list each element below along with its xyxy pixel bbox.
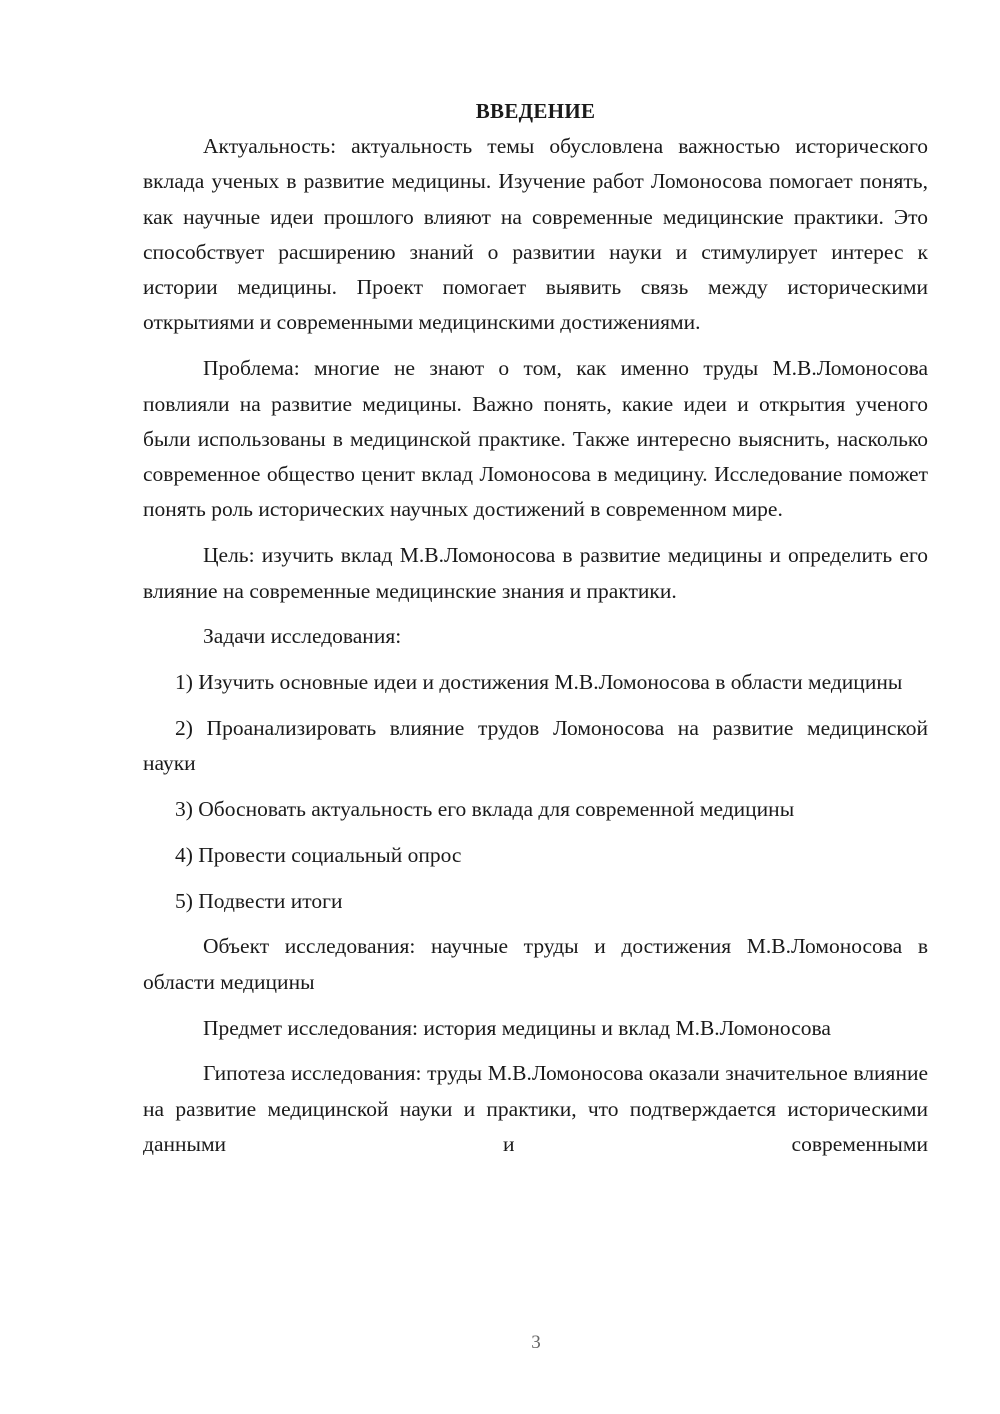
page-content bbox=[143, 94, 928, 1173]
task-item-4: 4) Провести социальный опрос bbox=[175, 842, 462, 867]
paragraph-goal: Цель: изучить вклад М.В.Ломоносова в развитие медицины и определить его влияние на современные медицинские знания и практики. bbox=[143, 543, 928, 603]
paragraph-subject: Предмет исследования: история медицины и вклад М.В.Ломоносова bbox=[203, 1015, 831, 1040]
section-title: ВВЕДЕНИЕ bbox=[475, 99, 596, 123]
task-item-1: 1) Изучить основные идеи и достижения М.В.Ломоносова в области медицины bbox=[175, 670, 903, 695]
task-item-2: 2) Проанализировать влияние трудов Ломоносова на развитие медицинской науки bbox=[143, 715, 928, 776]
task-item-5: 5) Подвести итоги bbox=[175, 888, 343, 913]
paragraph-hypothesis: Гипотеза исследования: труды М.В.Ломоносова оказали значительное влияние на развитие медицинской науки и практики, что подтверждается историческими данными и современными bbox=[143, 1061, 928, 1156]
tasks-heading: Задачи исследования: bbox=[203, 624, 402, 649]
paragraph-object: Объект исследования: научные труды и достижения М.В.Ломоносова в области медицины bbox=[143, 934, 928, 994]
page-number: 3 bbox=[531, 1332, 541, 1353]
task-item-3: 3) Обосновать актуальность его вклада для современной медицины bbox=[175, 797, 795, 822]
paragraph-relevance: Актуальность: актуальность темы обусловлена важностью исторического вклада ученых в развитие медицины. Изучение работ Ломоносова помогает понять, как научные идеи прошлого влияют на современные медицинские практики. Это способствует расширению знаний о развитии науки и стимулирует интерес к истории медицины. Проект помогает выявить связь между историческими открытиями и современными медицинскими достижениями. bbox=[143, 134, 928, 335]
paragraph-problem: Проблема: многие не знают о том, как именно труды М.В.Ломоносова повлияли на развитие медицины. Важно понять, какие идеи и открытия ученого были использованы в медицинской практике. Также интересно выяснить, насколько современное общество ценит вклад Ломоносова в медицину. Исследование поможет понять роль исторических научных достижений в современном мире. bbox=[143, 356, 928, 522]
